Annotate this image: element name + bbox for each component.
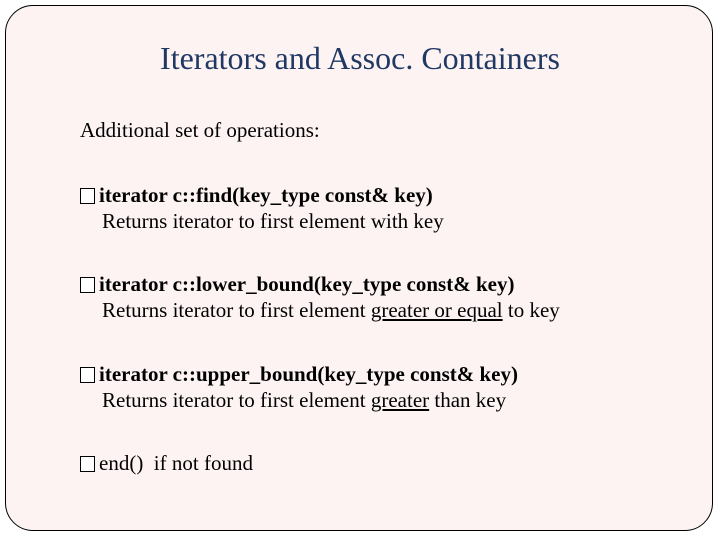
bullet-signature: iterator c::find(key_type const& key) <box>99 183 433 207</box>
bullet-box-icon <box>80 277 95 293</box>
bullet-box-icon <box>80 188 95 204</box>
bullet-box-icon <box>80 367 95 383</box>
bullet-lower-bound <box>80 271 560 323</box>
bullet-end <box>80 450 253 476</box>
bullet-signature: iterator c::upper_bound(key_type const& key) <box>99 362 518 386</box>
desc-text: than key <box>429 388 507 412</box>
desc-underlined-text: greater or equal <box>370 298 503 322</box>
bullet-box-icon <box>80 456 95 472</box>
desc-text: Returns iterator to first element with key <box>102 209 444 233</box>
bullet-upper-bound <box>80 361 518 413</box>
slide-frame <box>5 5 713 531</box>
bullet-description <box>80 208 444 234</box>
desc-underlined-text: greater <box>370 388 430 412</box>
bullet-text: end() if not found <box>99 451 253 475</box>
bullet-find <box>80 182 444 234</box>
slide-title: Iterators and Assoc. Containers <box>160 40 560 76</box>
desc-text: Returns iterator to first element <box>102 298 371 322</box>
bullet-signature: iterator c::lower_bound(key_type const& key) <box>99 272 515 296</box>
desc-text: Returns iterator to first element <box>102 388 371 412</box>
intro-text: Additional set of operations: <box>80 118 320 142</box>
bullet-description <box>80 297 560 323</box>
desc-text: to key <box>502 298 560 322</box>
bullet-description <box>80 387 518 413</box>
